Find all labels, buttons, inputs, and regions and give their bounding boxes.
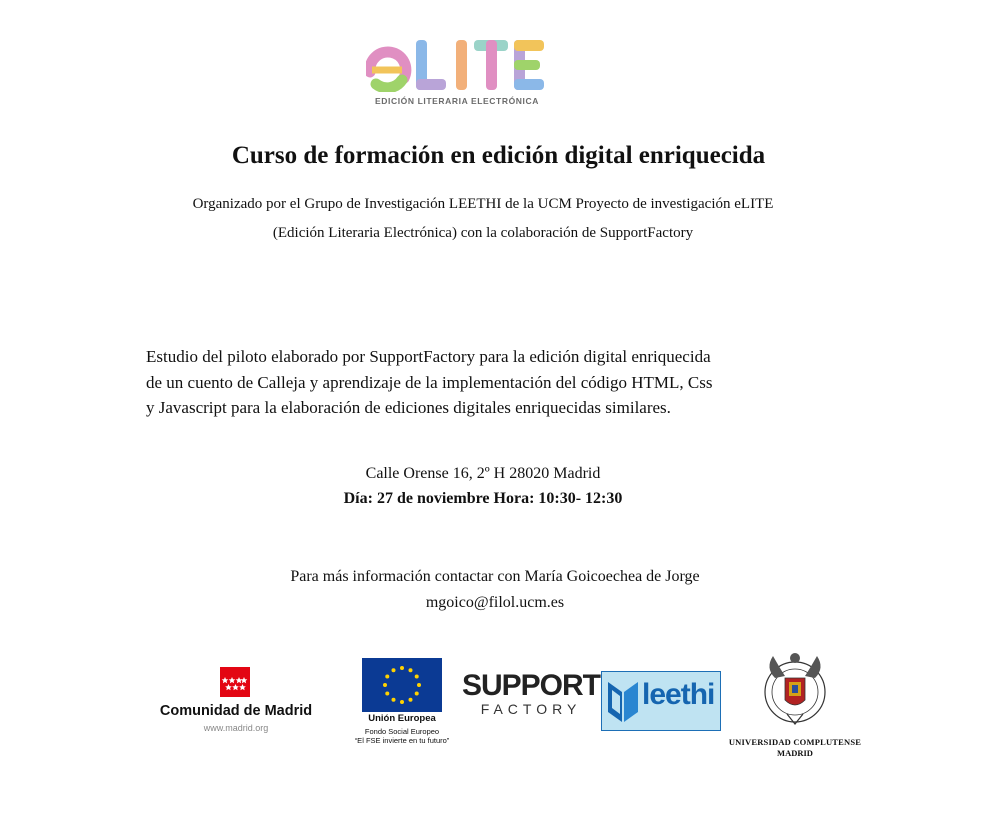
eu-star-icon [415,692,419,696]
elite-wordmark-icon [366,34,548,92]
eu-star-icon [417,683,421,687]
comunidad-de-madrid-logo [146,667,326,737]
union-europea-logo [344,654,460,750]
eu-name: Unión Europea [368,713,436,724]
contact-email-link[interactable]: mgoico@filol.ucm.es [425,594,565,611]
description-line-3: y Javascript para la elaboración de ediciones digitales enriquecidas similares. [146,398,671,417]
cam-name: Comunidad de Madrid [159,703,313,719]
leethi-word: leethi [642,678,715,711]
eu-star-icon [415,675,419,679]
eu-star-icon [385,675,389,679]
eu-star-icon [383,683,387,687]
contact-line: Para más información contactar con María Goicoechea de Jorge [290,568,700,585]
madrid-flag-icon [220,667,250,697]
elite-logo-subtitle: EDICIÓN LITERARIA ELECTRÓNICA [375,96,539,106]
support-word: SUPPORT [461,669,601,702]
eu-star-icon [392,668,396,672]
page-title: Curso de formación en edición digital enriquecida [231,142,766,169]
organizer-line-1: Organizado por el Grupo de Investigación LEETHI de la UCM Proyecto de investigación eLITE [192,196,774,212]
eu-star-icon [392,698,396,702]
leethi-emblem-icon [606,678,640,724]
eu-flag-icon [362,658,442,712]
ucm-logo [728,648,862,760]
leethi-logo [601,671,721,731]
ucm-city: MADRID [777,748,813,758]
event-address: Calle Orense 16, 2º H 28020 Madrid [365,465,601,482]
support-factory-logo [459,671,603,721]
eu-star-icon [385,692,389,696]
eu-motto: “El FSE invierte en tu futuro” [354,736,450,745]
ucm-name: UNIVERSIDAD COMPLUTENSE [728,737,862,747]
eu-star-icon [400,700,404,704]
cam-url: www.madrid.org [203,723,269,733]
eu-fund: Fondo Social Europeo [364,727,440,736]
ucm-seal-icon [761,648,829,730]
description-line-2: de un cuento de Calleja y aprendizaje de la implementación del código HTML, Css [146,373,713,392]
eu-star-icon [409,698,413,702]
elite-logo [366,34,548,114]
organizer-line-2: (Edición Literaria Electrónica) con la colaboración de SupportFactory [272,225,694,241]
eu-star-icon [409,668,413,672]
eu-star-icon [400,666,404,670]
factory-word: FACTORY [480,701,582,717]
event-date-time: Día: 27 de noviembre Hora: 10:30- 12:30 [343,490,623,507]
description-line-1: Estudio del piloto elaborado por SupportFactory para la edición digital enriquecida [146,347,711,366]
